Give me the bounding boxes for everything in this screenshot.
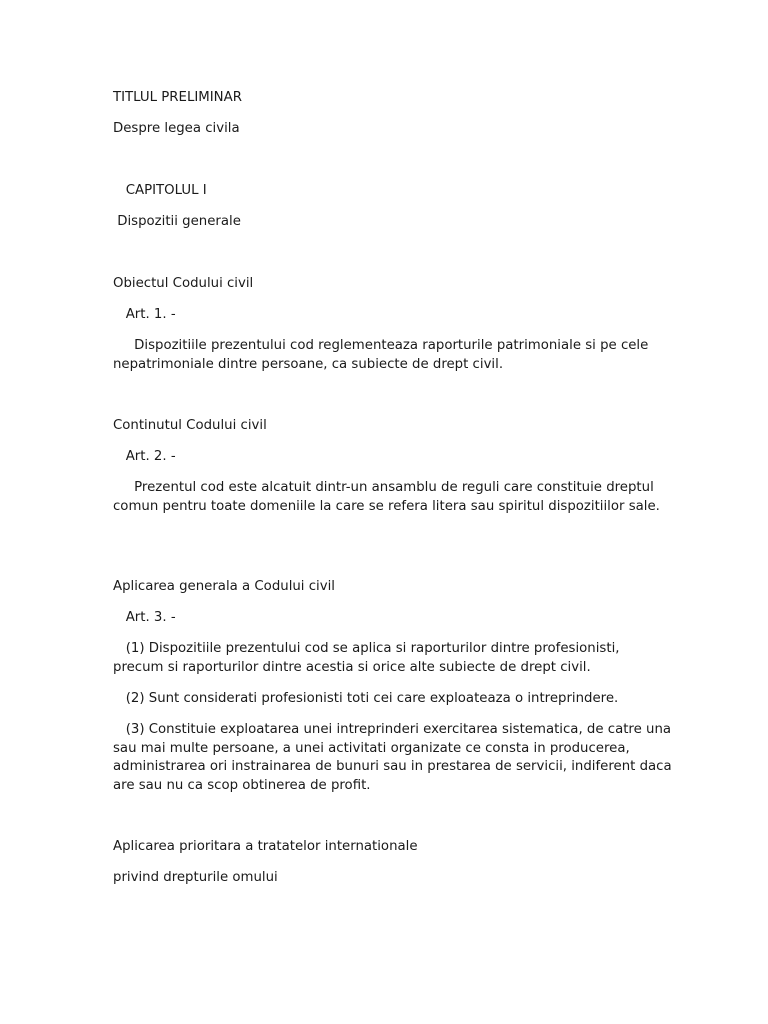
section-heading: Aplicarea generala a Codului civil	[113, 579, 335, 594]
section-heading-continuation: privind drepturile omului	[113, 870, 278, 885]
chapter-heading: CAPITOLUL I	[113, 183, 207, 198]
article-paragraph: (3) Constituie exploatarea unei intreprinderi exercitarea sistematica, de catre una sau mai multe persoane, a unei activitati organizate ce consta in producerea, administrarea ori instrainarea de bunuri sau in prestarea de servicii, indiferent daca are sau nu ca scop obtinerea de profit.	[113, 722, 676, 793]
document-title: TITLUL PRELIMINAR	[113, 90, 242, 105]
article-paragraph: Dispozitiile prezentului cod reglementeaza raporturile patrimoniale si pe cele nepatrimoniale dintre persoane, ca subiecte de drept civil.	[113, 338, 653, 372]
chapter-title: Dispozitii generale	[113, 214, 241, 229]
section-heading: Obiectul Codului civil	[113, 276, 254, 291]
article-paragraph: (2) Sunt considerati profesionisti toti cei care exploateaza o intreprindere.	[113, 691, 619, 706]
article-number: Art. 1. -	[113, 307, 176, 322]
article-number: Art. 3. -	[113, 610, 176, 625]
section-heading: Continutul Codului civil	[113, 418, 267, 433]
article-number: Art. 2. -	[113, 449, 176, 464]
document-subtitle: Despre legea civila	[113, 121, 240, 136]
article-paragraph: (1) Dispozitiile prezentului cod se aplica si raporturilor dintre profesionisti, precum si raporturilor dintre acestia si orice alte subiecte de drept civil.	[113, 641, 624, 675]
section-heading: Aplicarea prioritara a tratatelor internationale	[113, 839, 418, 854]
article-paragraph: Prezentul cod este alcatuit dintr-un ansamblu de reguli care constituie dreptul comun pentru toate domeniile la care se refera litera sau spiritul dispozitiilor sale.	[113, 480, 660, 514]
